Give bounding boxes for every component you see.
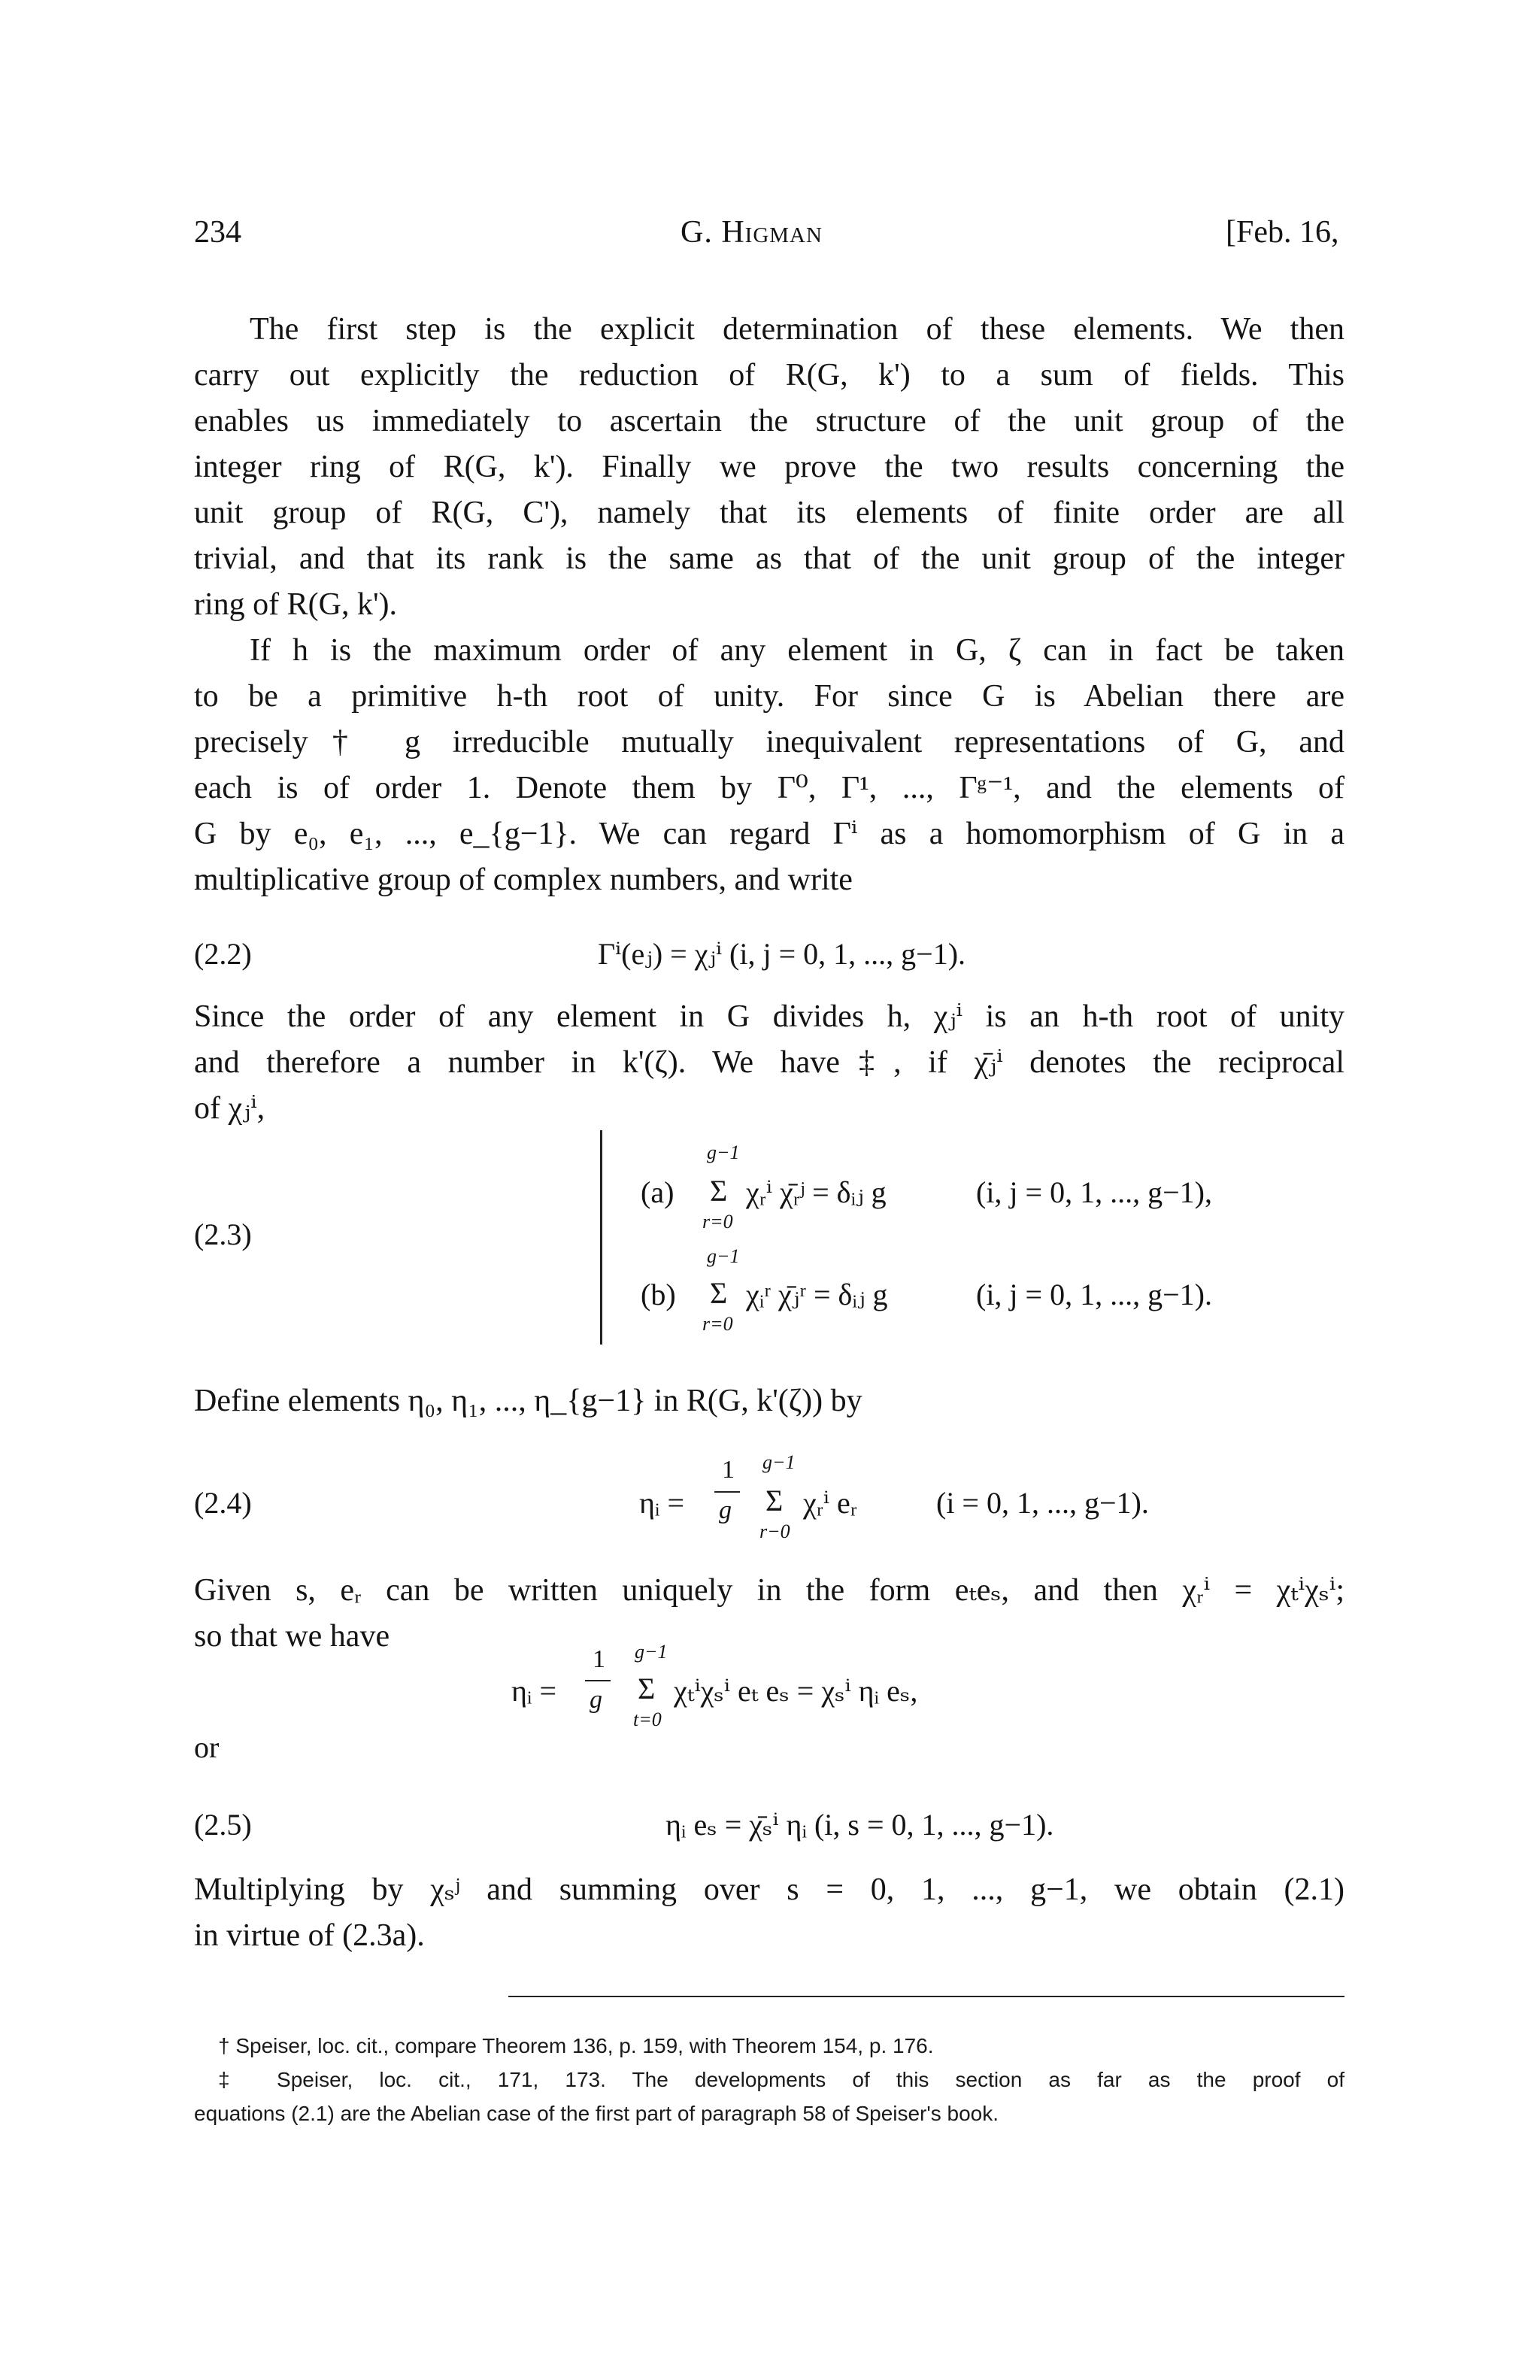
fraction-numerator: 1 [593, 1645, 605, 1673]
summation-sign: Σ [765, 1484, 784, 1517]
footnote-continuation: equations (2.1) are the Abelian case of the first part of paragraph 58 of Speiser's book. [194, 2102, 999, 2125]
text-line: carry out explicitly the reduction of R(G, k') to a sum of fields. This [194, 358, 1344, 393]
sum-upper-limit: g−1 [707, 1141, 740, 1163]
text-line: Multiplying by χₛʲ and summing over s = 0, 1, ..., g−1, we obtain (2.1) [194, 1872, 1344, 1907]
equation-label-2-4: (2.4) [194, 1486, 252, 1520]
text-line: precisely† g irreducible mutually inequivalent representations of G, and [194, 725, 1344, 759]
text-line: so that we have [194, 1619, 390, 1654]
text-line: and therefore a number in k'(ζ). We have‡, if χ̄ⱼⁱ denotes the reciprocal [194, 1045, 1344, 1080]
paragraph-given-s [194, 1568, 1344, 1660]
text-line: integer ring of R(G, k'). Finally we prove the two results concerning the [194, 450, 1344, 484]
word-or: or [194, 1730, 220, 1764]
text-line: multiplicative group of complex numbers, and write [194, 863, 853, 897]
equation-2-3b-tag: (b) [641, 1278, 676, 1311]
sum-upper-limit: g−1 [762, 1451, 796, 1473]
text-line: of χⱼⁱ, [194, 1091, 265, 1126]
text-line: G by e₀, e₁, ..., e_{g−1}. We can regard Γⁱ as a homomorphism of G in a [194, 817, 1344, 851]
equation-2-3a: χᵣⁱ χ̄ᵣʲ = δᵢⱼ g [746, 1175, 887, 1209]
sum-lower-limit: r−0 [759, 1520, 790, 1542]
fraction-bar [585, 1680, 611, 1681]
paragraph-representations [194, 628, 1344, 903]
equation-unnumbered-body: χₜⁱχₛⁱ eₜ eₛ = χₛⁱ ηᵢ eₛ, [674, 1674, 918, 1708]
sum-lower-limit: r=0 [702, 1313, 733, 1335]
text-line: The first step is the explicit determination of these elements. We then [250, 312, 1344, 347]
text-line: Define elements η₀, η₁, ..., η_{g−1} in R(G, k'(ζ)) by [194, 1384, 862, 1418]
equation-2-3b-condition: (i, j = 0, 1, ..., g−1). [976, 1278, 1212, 1311]
summation-sign: Σ [638, 1672, 656, 1705]
page-number: 234 [194, 215, 241, 250]
equation-2-4-lhs: ηᵢ = [639, 1486, 685, 1520]
equation-2-3a-tag: (a) [641, 1175, 675, 1209]
paragraph-conclusion [194, 1867, 1344, 1959]
running-head-author: G. Higman [681, 215, 823, 250]
summation-sign: Σ [710, 1276, 728, 1310]
fraction-bar [714, 1491, 740, 1493]
paragraph-define-eta [194, 1378, 1344, 1424]
summation-sign: Σ [710, 1174, 728, 1208]
equation-2-3b: χᵢʳ χ̄ⱼʳ = δᵢⱼ g [746, 1278, 888, 1311]
equation-2-4-condition: (i = 0, 1, ..., g−1). [936, 1486, 1149, 1520]
sum-upper-limit: g−1 [707, 1245, 740, 1267]
equation-label-2-3: (2.3) [194, 1217, 252, 1251]
left-brace [600, 1130, 602, 1345]
text-line: to be a primitive h-th root of unity. For since G is Abelian there are [194, 679, 1344, 714]
text-line: trivial, and that its rank is the same as that of the unit group of the integer [194, 541, 1344, 576]
fraction-denominator: g [719, 1496, 732, 1524]
footnote-rule [508, 1996, 1344, 1997]
running-head-date: [Feb. 16, [1226, 215, 1339, 250]
sum-lower-limit: t=0 [633, 1708, 662, 1730]
text-line: in virtue of (2.3a). [194, 1918, 425, 1953]
equation-2-4-body: χᵣⁱ eᵣ [803, 1486, 857, 1520]
footnote-dagger: † Speiser, loc. cit., compare Theorem 136, p. 159, with Theorem 154, p. 176. [218, 2034, 934, 2057]
sum-lower-limit: r=0 [702, 1211, 733, 1232]
equation-2-3a-condition: (i, j = 0, 1, ..., g−1), [976, 1175, 1212, 1209]
equation-label-2-5: (2.5) [194, 1808, 252, 1842]
paragraph-roots-of-unity [194, 994, 1344, 1132]
equation-label-2-2: (2.2) [194, 937, 252, 971]
text-line: If h is the maximum order of any element in G, ζ can in fact be taken [250, 633, 1344, 668]
fraction-numerator: 1 [722, 1456, 735, 1484]
text-line: ring of R(G, k'). [194, 587, 398, 622]
text-line: Given s, eᵣ can be written uniquely in the form eₜeₛ, and then χᵣⁱ = χₜⁱχₛⁱ; [194, 1573, 1344, 1608]
sum-upper-limit: g−1 [635, 1641, 668, 1663]
equation-unnumbered-lhs: ηᵢ = [511, 1674, 557, 1708]
text-line: Since the order of any element in G divides h, χⱼⁱ is an h-th root of unity [194, 999, 1344, 1034]
text-line: each is of order 1. Denote them by Γ⁰, Γ¹, ..., Γᵍ⁻¹, and the elements of [194, 771, 1344, 805]
footnote-double-dagger: ‡ Speiser, loc. cit., 171, 173. The developments of this section as far as the proof of [218, 2068, 1344, 2091]
paragraph-intro [194, 307, 1344, 628]
equation-2-5: ηᵢ eₛ = χ̄ₛⁱ ηᵢ (i, s = 0, 1, ..., g−1). [665, 1808, 1054, 1842]
fraction-denominator: g [590, 1686, 602, 1714]
text-line: enables us immediately to ascertain the structure of the unit group of the [194, 404, 1344, 438]
equation-2-2: Γⁱ(eⱼ) = χⱼⁱ (i, j = 0, 1, ..., g−1). [598, 937, 966, 971]
text-line: unit group of R(G, C'), namely that its elements of finite order are all [194, 496, 1344, 530]
